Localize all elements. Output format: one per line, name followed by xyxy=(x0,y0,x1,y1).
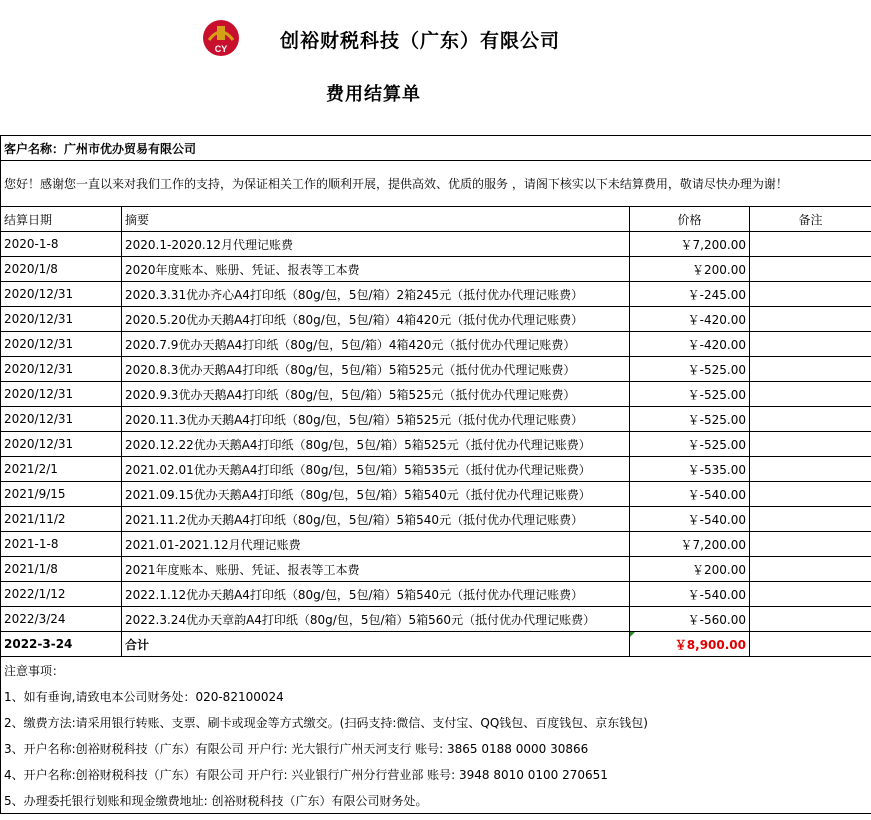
row-remark xyxy=(750,457,871,482)
row-remark xyxy=(750,332,871,357)
row-remark xyxy=(750,282,871,307)
document-header xyxy=(0,0,871,135)
greeting-row xyxy=(1,161,871,207)
table-row xyxy=(1,482,871,507)
row-date: 2021/2/1 xyxy=(1,457,122,482)
row-remark xyxy=(750,382,871,407)
note-row xyxy=(1,735,871,761)
row-summary: 2020.7.9优办天鹅A4打印纸（80g/包，5包/箱）4箱420元（抵付优办代理记账费） xyxy=(122,332,630,357)
row-remark xyxy=(750,257,871,282)
row-price: ￥-540.00 xyxy=(630,582,750,607)
total-date: 2022-3-24 xyxy=(1,632,122,657)
row-date: 2020/12/31 xyxy=(1,307,122,332)
row-date: 2020/12/31 xyxy=(1,357,122,382)
total-amount: ￥8,900.00 xyxy=(630,632,750,657)
row-remark xyxy=(750,582,871,607)
customer-row xyxy=(1,136,871,161)
row-summary: 2020.8.3优办天鹅A4打印纸（80g/包，5包/箱）5箱525元（抵付优办代理记账费） xyxy=(122,357,630,382)
row-date: 2022/1/12 xyxy=(1,582,122,607)
row-date: 2020/12/31 xyxy=(1,432,122,457)
table-row xyxy=(1,582,871,607)
row-date: 2020/12/31 xyxy=(1,407,122,432)
table-row xyxy=(1,532,871,557)
table-row xyxy=(1,357,871,382)
row-summary: 2021.01-2021.12月代理记账费 xyxy=(122,532,630,557)
row-summary: 2020.12.22优办天鹅A4打印纸（80g/包，5包/箱）5箱525元（抵付优办代理记账费） xyxy=(122,432,630,457)
table-row xyxy=(1,407,871,432)
row-date: 2020/12/31 xyxy=(1,332,122,357)
row-summary: 2020.1-2020.12月代理记账费 xyxy=(122,232,630,257)
row-date: 2021/11/2 xyxy=(1,507,122,532)
row-summary: 2021年度账本、账册、凭证、报表等工本费 xyxy=(122,557,630,582)
row-price: ￥-525.00 xyxy=(630,357,750,382)
row-price: ￥-535.00 xyxy=(630,457,750,482)
notes-heading-row xyxy=(1,657,871,684)
column-header-remark: 备注 xyxy=(750,207,871,232)
row-remark xyxy=(750,557,871,582)
row-date: 2020-1-8 xyxy=(1,232,122,257)
note-item: 2、缴费方法:请采用银行转账、支票、刷卡或现金等方式缴交。(扫码支持:微信、支付宝、QQ钱包、百度钱包、京东钱包) xyxy=(1,709,871,735)
row-summary: 2021.11.2优办天鹅A4打印纸（80g/包，5包/箱）5箱540元（抵付优办代理记账费） xyxy=(122,507,630,532)
table-row xyxy=(1,232,871,257)
table-row xyxy=(1,332,871,357)
row-price: ￥-420.00 xyxy=(630,332,750,357)
table-row xyxy=(1,257,871,282)
row-remark xyxy=(750,507,871,532)
logo-text: CY xyxy=(214,44,228,54)
row-remark xyxy=(750,232,871,257)
row-date: 2021-1-8 xyxy=(1,532,122,557)
customer-name: 客户名称：广州市优办贸易有限公司 xyxy=(1,136,871,161)
row-price: ￥-560.00 xyxy=(630,607,750,632)
row-date: 2020/12/31 xyxy=(1,382,122,407)
row-date: 2020/1/8 xyxy=(1,257,122,282)
row-summary: 2021.02.01优办天鹅A4打印纸（80g/包，5包/箱）5箱535元（抵付优办代理记账费） xyxy=(122,457,630,482)
row-price: ￥-525.00 xyxy=(630,407,750,432)
row-summary: 2020.11.3优办天鹅A4打印纸（80g/包，5包/箱）5箱525元（抵付优办代理记账费） xyxy=(122,407,630,432)
document-title: 费用结算单 xyxy=(326,84,421,105)
greeting-text: 您好！感谢您一直以来对我们工作的支持，为保证相关工作的顺利开展，提供高效、优质的服务 ，请阁下核实以下未结算费用，敬请尽快办理为谢！ xyxy=(1,161,871,207)
table-row xyxy=(1,432,871,457)
row-summary: 2020年度账本、账册、凭证、报表等工本费 xyxy=(122,257,630,282)
row-summary: 2020.3.31优办齐心A4打印纸（80g/包，5包/箱）2箱245元（抵付优办代理记账费） xyxy=(122,282,630,307)
row-price: ￥200.00 xyxy=(630,557,750,582)
note-item: 1、如有垂询,请致电本公司财务处：020-82100024 xyxy=(1,683,871,709)
row-date: 2022/3/24 xyxy=(1,607,122,632)
row-remark xyxy=(750,432,871,457)
row-date: 2021/1/8 xyxy=(1,557,122,582)
table-row xyxy=(1,607,871,632)
row-summary: 2022.3.24优办天章韵A4打印纸（80g/包，5包/箱）5箱560元（抵付优办代理记账费） xyxy=(122,607,630,632)
company-name: 创裕财税科技（广东）有限公司 xyxy=(280,30,561,52)
row-summary: 2021.09.15优办天鹅A4打印纸（80g/包，5包/箱）5箱540元（抵付优办代理记账费） xyxy=(122,482,630,507)
note-row xyxy=(1,787,871,814)
column-header-summary: 摘要 xyxy=(122,207,630,232)
note-row xyxy=(1,761,871,787)
row-price: ￥200.00 xyxy=(630,257,750,282)
row-price: ￥-540.00 xyxy=(630,482,750,507)
note-row xyxy=(1,709,871,735)
column-header-price: 价格 xyxy=(630,207,750,232)
table-row xyxy=(1,307,871,332)
note-item: 4、开户名称:创裕财税科技（广东）有限公司 开户行: 兴业银行广州分行营业部 账号: 3948 8010 0100 270651 xyxy=(1,761,871,787)
table-row xyxy=(1,557,871,582)
row-remark xyxy=(750,532,871,557)
row-remark xyxy=(750,482,871,507)
total-row xyxy=(1,632,871,657)
row-remark xyxy=(750,407,871,432)
row-price: ￥-525.00 xyxy=(630,382,750,407)
row-price: ￥7,200.00 xyxy=(630,232,750,257)
row-price: ￥-540.00 xyxy=(630,507,750,532)
row-date: 2020/12/31 xyxy=(1,282,122,307)
row-remark xyxy=(750,357,871,382)
column-header-date: 结算日期 xyxy=(1,207,122,232)
row-price: ￥-525.00 xyxy=(630,432,750,457)
table-row xyxy=(1,507,871,532)
company-logo-icon xyxy=(201,18,241,58)
note-row xyxy=(1,683,871,709)
row-price: ￥-245.00 xyxy=(630,282,750,307)
row-price: ￥-420.00 xyxy=(630,307,750,332)
row-remark xyxy=(750,307,871,332)
row-summary: 2022.1.12优办天鹅A4打印纸（80g/包，5包/箱）5箱540元（抵付优办代理记账费） xyxy=(122,582,630,607)
note-item: 3、开户名称:创裕财税科技（广东）有限公司 开户行: 光大银行广州天河支行 账号: 3865 0188 0000 30866 xyxy=(1,735,871,761)
total-label: 合计 xyxy=(122,632,630,657)
note-item: 5、办理委托银行划账和现金缴费地址: 创裕财税科技（广东）有限公司财务处。 xyxy=(1,787,871,814)
row-price: ￥7,200.00 xyxy=(630,532,750,557)
table-row xyxy=(1,282,871,307)
row-summary: 2020.5.20优办天鹅A4打印纸（80g/包，5包/箱）4箱420元（抵付优办代理记账费） xyxy=(122,307,630,332)
column-header-row xyxy=(1,207,871,232)
row-summary: 2020.9.3优办天鹅A4打印纸（80g/包，5包/箱）5箱525元（抵付优办代理记账费） xyxy=(122,382,630,407)
row-remark xyxy=(750,607,871,632)
row-date: 2021/9/15 xyxy=(1,482,122,507)
settlement-table xyxy=(0,135,871,814)
total-remark xyxy=(750,632,871,657)
notes-heading: 注意事项： xyxy=(1,657,871,684)
table-row xyxy=(1,457,871,482)
table-row xyxy=(1,382,871,407)
